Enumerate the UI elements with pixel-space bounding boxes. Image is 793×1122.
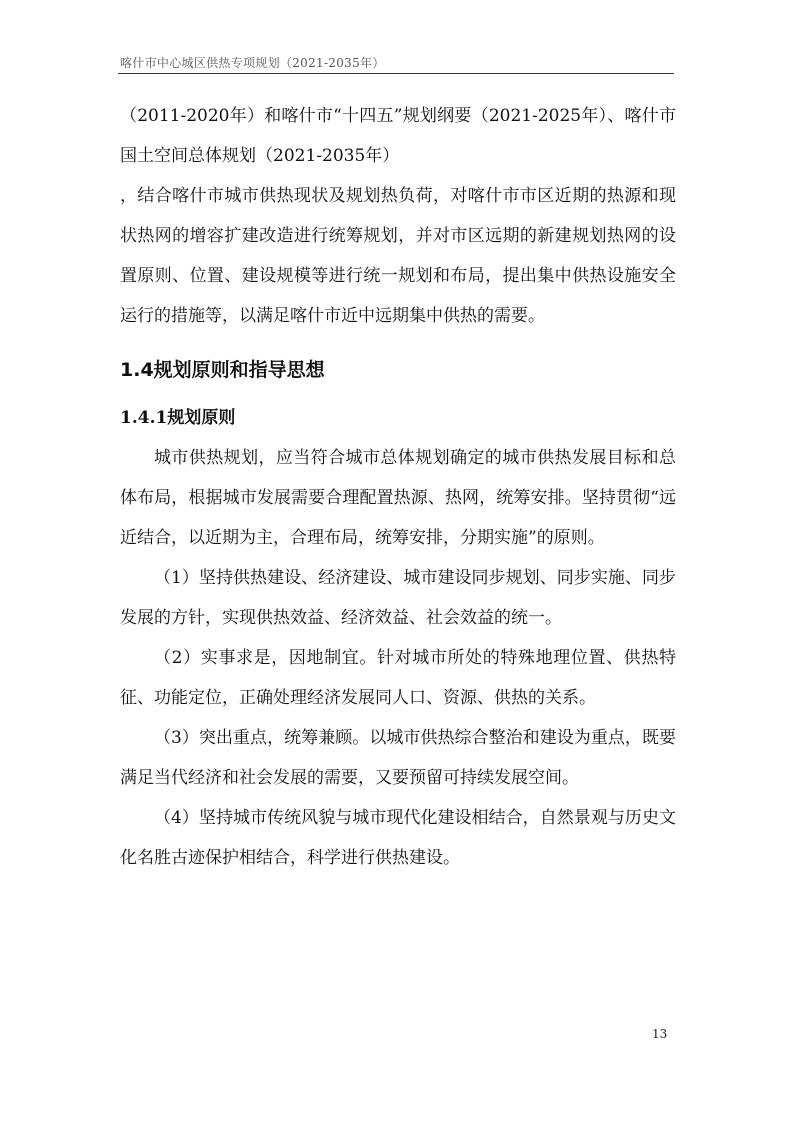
section-title: 1.4规划原则和指导思想 — [120, 359, 325, 381]
principle-item-1: （1）坚持供热建设、经济建设、城市建设同步规划、同步实施、同步发展的方针，实现供热效益、经济效益、社会效益的统一。 — [120, 568, 676, 628]
page-header: 喀什市中心城区供热专项规划（2021-2035年） — [120, 56, 385, 70]
subsection-title: 1.4.1规划原则 — [120, 408, 236, 428]
page-content — [120, 96, 676, 878]
intro-paragraph-1: （2011-2020年）和喀什市“十四五”规划纲要（2021-2025年）、喀什市国土空间总体规划（2021-2035年） — [120, 106, 676, 166]
page-number: 13 — [652, 1027, 668, 1041]
header-divider — [118, 73, 674, 74]
principle-item-4: （4）坚持城市传统风貌与城市现代化建设相结合，自然景观与历史文化名胜古迹保护相结合，科学进行供热建设。 — [120, 808, 676, 868]
body-paragraph-1: 城市供热规划，应当符合城市总体规划确定的城市供热发展目标和总体布局，根据城市发展需要合理配置热源、热网，统筹安排。坚持贯彻“远近结合，以近期为主，合理布局，统筹安排，分期实施”的原则。 — [120, 448, 676, 548]
principle-item-2: （2）实事求是，因地制宜。针对城市所处的特殊地理位置、供热特征、功能定位，正确处理经济发展同人口、资源、供热的关系。 — [120, 648, 676, 708]
principle-item-3: （3）突出重点，统筹兼顾。以城市供热综合整治和建设为重点，既要满足当代经济和社会发展的需要，又要预留可持续发展空间。 — [120, 728, 676, 788]
intro-paragraph-2: ，结合喀什市城市供热现状及规划热负荷，对喀什市市区近期的热源和现状热网的增容扩建改造进行统筹规划，并对市区远期的新建规划热网的设置原则、位置、建设规模等进行统一规划和布局，提出集中供热设施安全运行的措施等，以满足喀什市近中远期集中供热的需要。 — [120, 186, 676, 326]
